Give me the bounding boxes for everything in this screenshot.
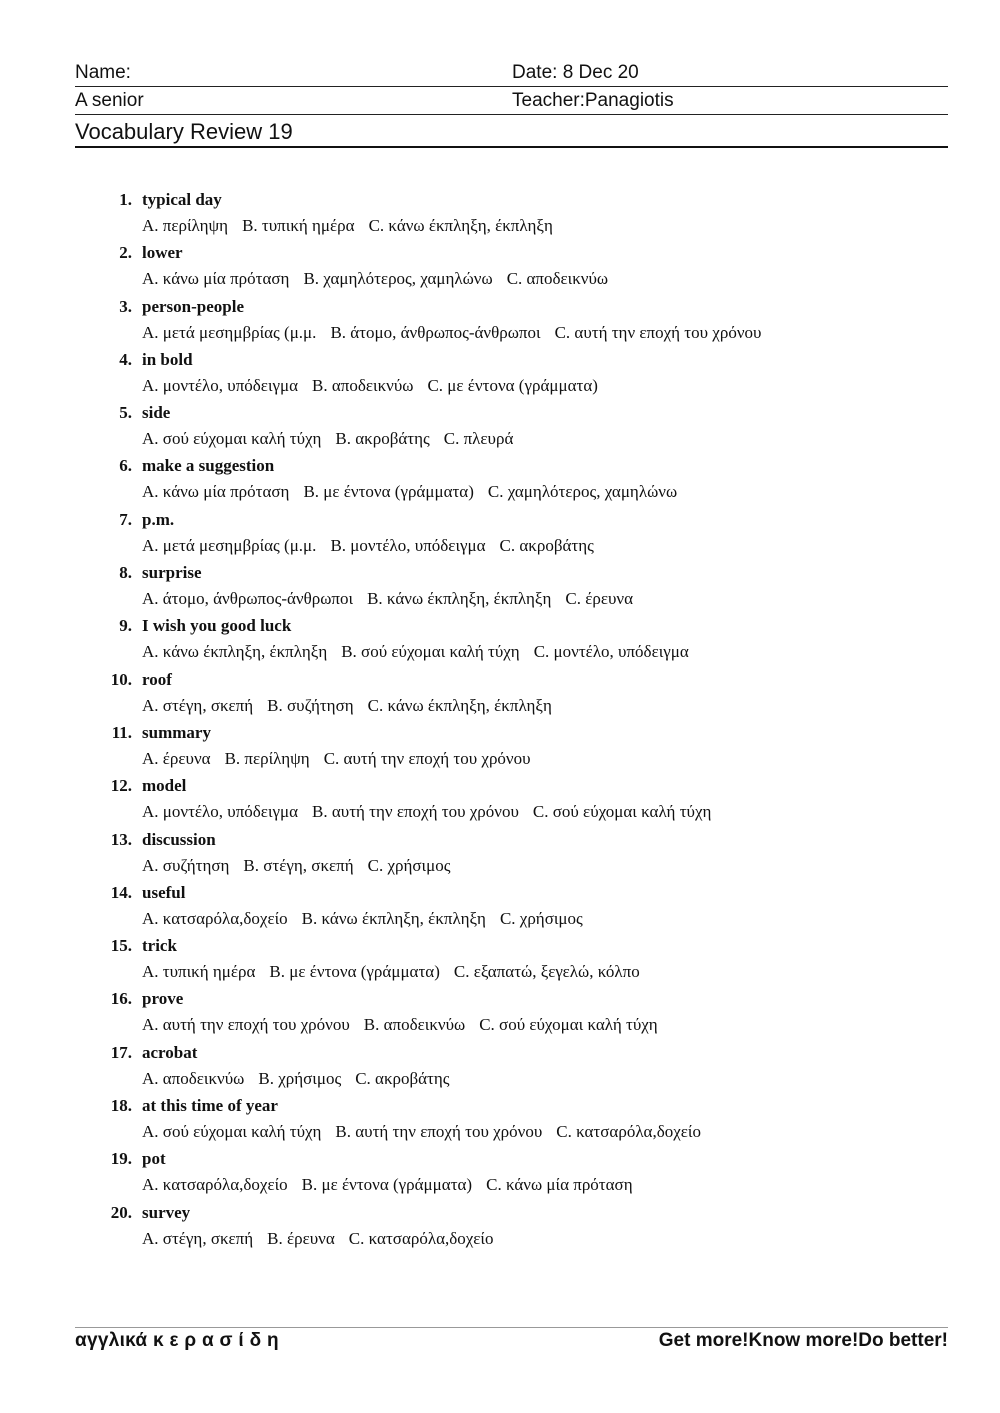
- question-number: 10.: [110, 669, 132, 689]
- question-item: [104, 508, 964, 561]
- option-b: B. συζήτηση: [267, 695, 354, 715]
- question-number: 4.: [119, 349, 132, 369]
- question-number: 20.: [110, 1202, 132, 1222]
- option-b: B. έρευνα: [267, 1228, 335, 1248]
- question-item: [104, 721, 964, 774]
- option-b: B. με έντονα (γράμματα): [301, 1175, 473, 1195]
- option-a: A. έρευνα: [142, 748, 211, 768]
- question-number: 16.: [110, 989, 132, 1009]
- answer-options: [142, 269, 622, 289]
- option-c: C. κατσαρόλα,δοχείο: [556, 1122, 701, 1142]
- answer-options: [142, 589, 647, 609]
- option-a: A. τυπική ημέρα: [142, 962, 256, 982]
- question-word: p.m.: [142, 509, 175, 529]
- option-c: C. χαμηλότερος, χαμηλώνω: [487, 482, 678, 502]
- question-number: 9.: [119, 616, 132, 636]
- option-a: A. μετά μεσημβρίας (μ.μ.: [142, 322, 317, 342]
- option-c: C. ακροβάτης: [499, 535, 594, 555]
- footer-slogan: Get more!Know more!Do better!: [658, 1330, 948, 1351]
- question-word: I wish you good luck: [142, 616, 292, 636]
- option-a: A. μοντέλο, υπόδειγμα: [142, 375, 299, 395]
- question-number: 18.: [110, 1096, 132, 1116]
- option-a: A. κατσαρόλα,δοχείο: [142, 908, 288, 928]
- answer-options: [142, 1229, 508, 1249]
- question-word: pot: [142, 1149, 166, 1169]
- option-a: A. κάνω έκπληξη, έκπληξη: [142, 642, 328, 662]
- question-item: [104, 188, 964, 241]
- answer-options: [142, 749, 545, 769]
- option-a: A. κατσαρόλα,δοχείο: [142, 1175, 288, 1195]
- option-a: A. περίληψη: [142, 216, 229, 235]
- question-item: [104, 348, 964, 401]
- question-item: [104, 614, 964, 667]
- question-word: model: [142, 776, 187, 796]
- footer-divider: [75, 1327, 948, 1328]
- option-c: C. κάνω μία πρόταση: [486, 1175, 633, 1195]
- question-item: [104, 934, 964, 987]
- question-item: [104, 561, 964, 614]
- question-number: 3.: [119, 296, 132, 316]
- option-a: A. συζήτηση: [142, 855, 230, 875]
- question-word: useful: [142, 882, 186, 902]
- question-number: 19.: [110, 1149, 132, 1169]
- option-b: B. σού εύχομαι καλή τύχη: [341, 642, 520, 662]
- option-b: B. χαμηλότερος, χαμηλώνω: [303, 269, 493, 289]
- option-c: C. αποδεικνύω: [506, 269, 609, 289]
- question-number: 15.: [110, 936, 132, 956]
- question-word: side: [142, 403, 171, 423]
- header-row-name-date: [75, 59, 948, 87]
- option-b: B. κάνω έκπληξη, έκπληξη: [367, 589, 552, 609]
- question-number: 6.: [119, 456, 132, 476]
- date-label: Date: 8 Dec 20: [512, 62, 639, 83]
- option-a: A. μοντέλο, υπόδειγμα: [142, 802, 299, 822]
- class-label: A senior: [75, 90, 144, 111]
- option-a: A. άτομο, άνθρωπος-άνθρωποι: [142, 589, 354, 609]
- option-c: C. με έντονα (γράμματα): [427, 375, 598, 395]
- option-c: C. σού εύχομαι καλή τύχη: [532, 802, 712, 822]
- option-a: A. στέγη, σκεπή: [142, 695, 254, 715]
- header-row-class-teacher: [75, 87, 948, 115]
- answer-options: [142, 482, 691, 502]
- footer-brand: αγγλικά κ ε ρ α σ ί δ η: [75, 1330, 279, 1351]
- option-b: B. αποδεικνύω: [363, 1015, 466, 1035]
- option-c: C. σού εύχομαι καλή τύχη: [479, 1015, 658, 1035]
- option-b: B. κάνω έκπληξη, έκπληξη: [301, 908, 486, 928]
- question-number: 17.: [110, 1042, 132, 1062]
- option-c: C. κάνω έκπληξη, έκπληξη: [368, 216, 553, 235]
- question-word: prove: [142, 989, 184, 1009]
- option-a: A. κάνω μία πρόταση: [142, 482, 290, 502]
- option-b: B. περίληψη: [224, 748, 310, 768]
- option-c: C. χρήσιμος: [367, 855, 451, 875]
- question-item: [104, 1201, 964, 1254]
- question-word: acrobat: [142, 1042, 198, 1062]
- answer-options: [142, 802, 725, 822]
- question-word: in bold: [142, 349, 193, 369]
- answer-options: [142, 909, 597, 929]
- answer-options: [142, 536, 608, 556]
- question-number: 8.: [119, 563, 132, 583]
- option-a: A. σού εύχομαι καλή τύχη: [142, 429, 322, 449]
- answer-options: [142, 696, 566, 716]
- answer-options: [142, 1122, 715, 1142]
- question-item: [104, 1094, 964, 1147]
- option-b: B. άτομο, άνθρωπος-άνθρωποι: [330, 322, 541, 342]
- option-b: B. αυτή την εποχή του χρόνου: [312, 802, 519, 822]
- question-word: surprise: [142, 563, 202, 583]
- question-word: typical day: [142, 190, 222, 209]
- question-item: [104, 1147, 964, 1200]
- option-a: A. αποδεικνύω: [142, 1068, 245, 1088]
- answer-options: [142, 216, 567, 236]
- option-b: B. αυτή την εποχή του χρόνου: [335, 1122, 543, 1142]
- name-label: Name:: [75, 62, 131, 83]
- header-row-title: [75, 115, 948, 148]
- answer-options: [142, 1175, 647, 1195]
- question-number: 5.: [119, 403, 132, 423]
- question-item: [104, 241, 964, 294]
- option-c: C. κατσαρόλα,δοχείο: [348, 1228, 494, 1248]
- question-list: [104, 188, 964, 1254]
- question-number: 1.: [119, 190, 132, 209]
- option-b: B. αποδεικνύω: [312, 375, 414, 395]
- option-c: C. εξαπατώ, ξεγελώ, κόλπο: [453, 962, 640, 982]
- question-item: [104, 454, 964, 507]
- page-title: Vocabulary Review 19: [75, 119, 293, 144]
- option-a: A. μετά μεσημβρίας (μ.μ.: [142, 535, 317, 555]
- answer-options: [142, 429, 527, 449]
- question-word: survey: [142, 1202, 191, 1222]
- question-number: 13.: [110, 829, 132, 849]
- answer-options: [142, 323, 775, 343]
- teacher-label: Teacher:Panagiotis: [512, 90, 674, 111]
- option-a: A. κάνω μία πρόταση: [142, 269, 290, 289]
- option-c: C. αυτή την εποχή του χρόνου: [554, 322, 762, 342]
- question-item: [104, 295, 964, 348]
- answer-options: [142, 1015, 672, 1035]
- question-word: trick: [142, 936, 177, 956]
- option-b: B. στέγη, σκεπή: [243, 855, 354, 875]
- question-item: [104, 987, 964, 1040]
- answer-options: [142, 1069, 464, 1089]
- option-a: A. στέγη, σκεπή: [142, 1228, 254, 1248]
- question-item: [104, 1041, 964, 1094]
- answer-options: [142, 642, 703, 662]
- question-item: [104, 401, 964, 454]
- option-b: B. με έντονα (γράμματα): [269, 962, 440, 982]
- question-word: person-people: [142, 296, 244, 316]
- question-number: 2.: [119, 243, 132, 263]
- question-word: discussion: [142, 829, 216, 849]
- option-a: A. σού εύχομαι καλή τύχη: [142, 1122, 322, 1142]
- option-b: B. με έντονα (γράμματα): [303, 482, 474, 502]
- question-item: [104, 828, 964, 881]
- question-item: [104, 668, 964, 721]
- option-b: B. τυπική ημέρα: [242, 216, 355, 235]
- option-c: C. χρήσιμος: [499, 908, 583, 928]
- option-c: C. ακροβάτης: [355, 1068, 450, 1088]
- option-c: C. αυτή την εποχή του χρόνου: [323, 748, 531, 768]
- question-word: at this time of year: [142, 1096, 278, 1116]
- question-word: lower: [142, 243, 183, 263]
- question-item: [104, 881, 964, 934]
- answer-options: [142, 376, 612, 396]
- question-item: [104, 774, 964, 827]
- question-number: 14.: [110, 882, 132, 902]
- option-b: B. μοντέλο, υπόδειγμα: [330, 535, 486, 555]
- option-c: C. πλευρά: [443, 429, 514, 449]
- question-number: 7.: [119, 509, 132, 529]
- question-word: make a suggestion: [142, 456, 275, 476]
- option-c: C. μοντέλο, υπόδειγμα: [533, 642, 689, 662]
- answer-options: [142, 856, 464, 876]
- option-c: C. κάνω έκπληξη, έκπληξη: [367, 695, 552, 715]
- option-a: A. αυτή την εποχή του χρόνου: [142, 1015, 350, 1035]
- option-c: C. έρευνα: [565, 589, 633, 609]
- answer-options: [142, 962, 654, 982]
- option-b: B. ακροβάτης: [335, 429, 430, 449]
- question-word: summary: [142, 722, 211, 742]
- question-number: 12.: [110, 776, 132, 796]
- question-number: 11.: [111, 722, 132, 742]
- question-word: roof: [142, 669, 172, 689]
- option-b: B. χρήσιμος: [258, 1068, 342, 1088]
